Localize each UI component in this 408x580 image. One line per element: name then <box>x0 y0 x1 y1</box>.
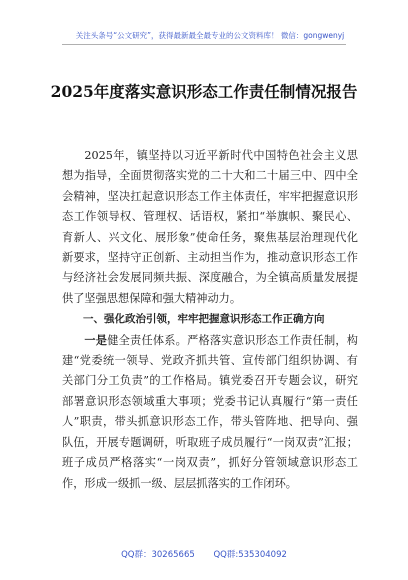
header-divider <box>62 44 346 45</box>
document-body <box>62 146 358 494</box>
intro-paragraph: 2025年，镇坚持以习近平新时代中国特色社会主义思想为指导，全面贯彻落实党的二十大和二十届三中、四中全会精神，坚决扛起意识形态工作主体责任，牢牢把握意识形态工作领导权、管理权、话语权，紧扣“举旗帜、聚民心、育新人、兴文化、展形象”使命任务，聚焦基层治理现代化新要求，坚持守正创新、主动担当作为，推动意识形态工作与经济社会发展同频共振、深度融合，为全镇高质量发展提供了坚强思想保障和强大精神动力。 <box>62 149 358 305</box>
footer-qq-group-2: QQ群:535304092 <box>213 550 287 560</box>
paragraph-lead: 一是 <box>84 332 108 347</box>
footer <box>0 548 408 560</box>
paragraph-text: 健全责任体系。严格落实意识形态工作责任制，构建“党委统一领导、党政齐抓共管、宣传部门组织协调、有关部门分工负责”的工作格局。镇党委召开专题会议，研究部署意识形态领域重大事项；党委书记认真履行“第一责任人”职责，带头抓意识形态工作，带头管阵地、把导向、强队伍，开展专题调研，听取班子成员履行“一岗双责”汇报；班子成员严格落实“一岗双责”，抓好分管领域意识形态工作，形成一级抓一级、层层抓落实的工作闭环。 <box>62 333 358 490</box>
footer-qq-group-1: QQ群：30265665 <box>121 550 195 560</box>
paragraph-responsibility-system <box>62 330 358 494</box>
section-heading-1: 一、强化政治引领，牢牢把握意识形态工作正确方向 <box>83 313 325 326</box>
document-title: 2025年度落实意识形态工作责任制情况报告 <box>50 82 358 101</box>
header-banner: 关注头条号“公文研究”，获得最新最全最专业的公文资料库！ 微信：gongwenyj <box>75 31 345 40</box>
